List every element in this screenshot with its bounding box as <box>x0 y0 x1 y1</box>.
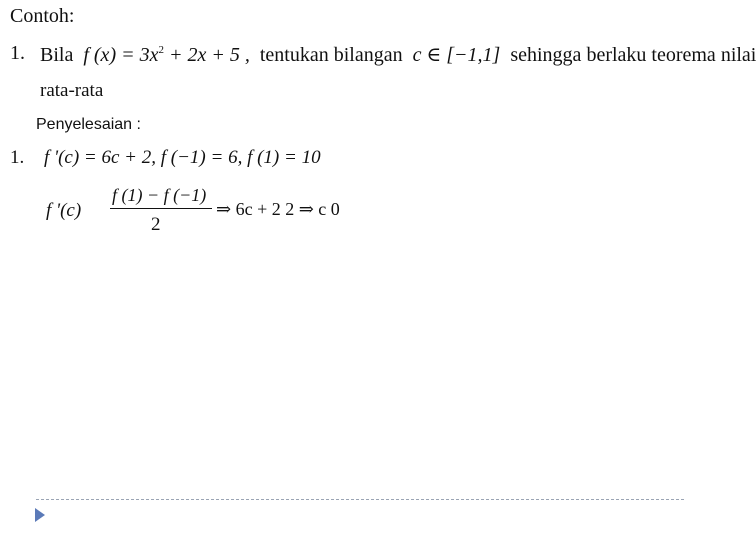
fraction-rhs: ⇒ 6c + 2 2 ⇒ c 0 <box>216 199 340 219</box>
example-exponent: 2 <box>158 44 164 56</box>
slide-heading: Contoh: <box>10 5 75 27</box>
footer-divider <box>36 499 684 500</box>
triangle-shape <box>35 508 45 522</box>
solution-number: 1. <box>10 147 25 168</box>
solution-label: Penyelesaian : <box>36 116 141 133</box>
example-function: f (x) = 3x <box>83 44 159 66</box>
next-slide-triangle-icon[interactable] <box>34 507 46 523</box>
fraction-lhs-text: f '(c) <box>46 200 82 221</box>
fraction-lhs <box>46 200 81 222</box>
example-function-rest: + 2x + 5 , <box>163 44 250 66</box>
solution-derivative-line <box>44 147 321 169</box>
example-continuation: sehingga berlaku teorema nilai <box>510 44 756 66</box>
example-statement <box>40 42 756 67</box>
example-number: 1. <box>10 42 25 64</box>
example-continuation-line2: rata-rata <box>40 80 104 101</box>
solution-line1-text: f '(c) = 6c + 2, f (−1) = 6, f (1) = 10 <box>44 147 321 168</box>
example-intro: Bila <box>40 44 74 66</box>
fraction-bar <box>110 208 212 209</box>
example-instruction: tentukan bilangan <box>259 44 403 66</box>
fraction-numerator <box>112 185 206 206</box>
example-membership: c ∈ [−1,1] <box>412 44 501 66</box>
fraction-numerator-text: f (1) − f (−1) <box>112 185 207 205</box>
fraction-denominator: 2 <box>151 214 161 235</box>
